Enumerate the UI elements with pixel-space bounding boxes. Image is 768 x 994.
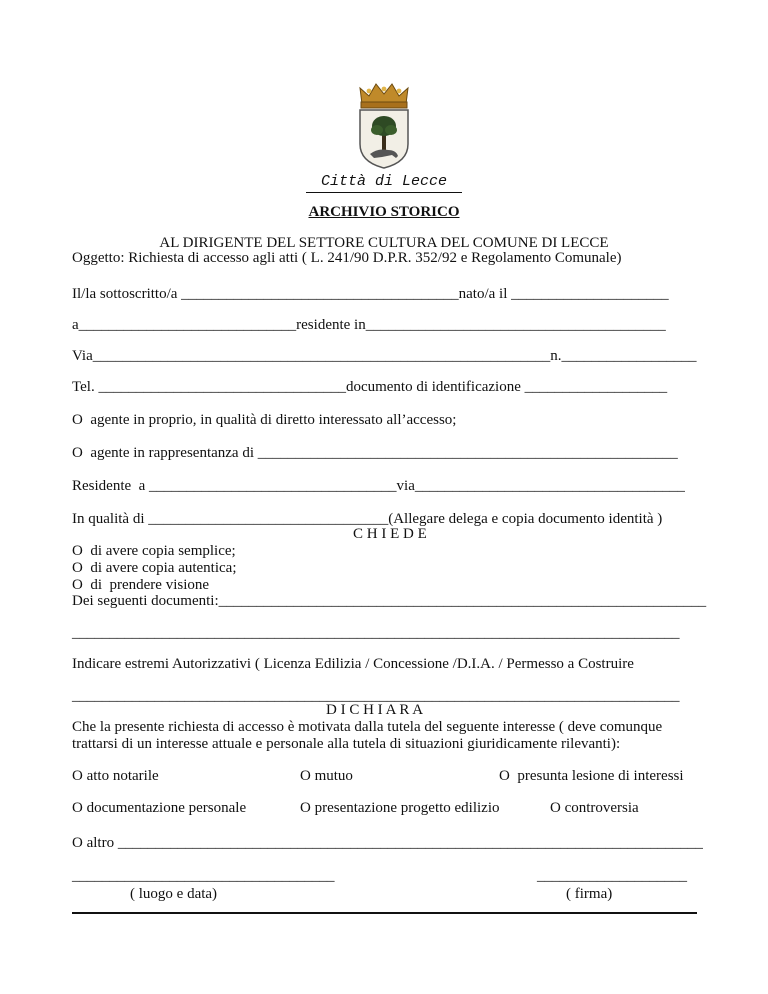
interest-option: O documentazione personale <box>72 800 247 816</box>
documents-line: Dei seguenti documenti:_________________________________________________________________ <box>72 593 707 609</box>
interest-option: O presunta lesione di interessi <box>499 768 684 784</box>
other-interest-line: O altro ______________________________________________________________________________ <box>72 835 703 851</box>
place-date-line: ___________________________________ <box>72 868 335 884</box>
city-underline <box>306 192 462 193</box>
interest-option: O mutuo <box>300 768 353 784</box>
residence-line: Residente a _________________________________via____________________________________ <box>72 478 685 494</box>
signature-label: ( firma) <box>566 886 613 902</box>
option-own-behalf: O agente in proprio, in qualità di diretto interessato all’accesso; <box>72 412 457 428</box>
dichiara-heading: D I C H I A R A <box>326 702 424 718</box>
chiede-option: O di avere copia autentica; <box>72 560 237 576</box>
place-date-label: ( luogo e data) <box>130 886 218 902</box>
interest-option: O presentazione progetto edilizio <box>300 800 500 816</box>
option-representation: O agente in rappresentanza di ________________________________________________________ <box>72 445 678 461</box>
chiede-option: O di prendere visione <box>72 577 210 593</box>
signature-line: ____________________ <box>537 868 687 884</box>
coat-of-arms-logo <box>352 80 416 170</box>
interest-option: O controversia <box>550 800 639 816</box>
capacity-line: In qualità di ________________________________(Allegare delega e copia documento identità ) <box>72 511 663 527</box>
interest-option: O atto notarile <box>72 768 159 784</box>
department-title: ARCHIVIO STORICO <box>308 204 460 220</box>
street-line: Via_____________________________________________________________n.__________________ <box>72 348 697 364</box>
birthplace-line: a_____________________________residente in________________________________________ <box>72 317 666 333</box>
blank-line: _________________________________________________________________________________ <box>72 625 680 641</box>
addressee: AL DIRIGENTE DEL SETTORE CULTURA DEL COMUNE DI LECCE <box>159 235 609 251</box>
dichiara-text: trattarsi di un interesse attuale e personale alla tutela di situazioni giuridicamente rilevanti): <box>72 736 621 752</box>
dichiara-text: Che la presente richiesta di accesso è motivata dalla tutela del seguente interesse ( deve comunque <box>72 719 663 735</box>
subject-line: Oggetto: Richiesta di accesso agli atti ( L. 241/90 D.P.R. 352/92 e Regolamento Comunale) <box>72 250 622 266</box>
chiede-heading: C H I E D E <box>353 526 427 542</box>
phone-line: Tel. _________________________________documento di identificazione ___________________ <box>72 379 668 395</box>
bottom-rule <box>72 912 697 914</box>
blank-line: _________________________________________________________________________________ <box>72 688 680 704</box>
city-name: Città di Lecce <box>320 173 448 190</box>
subscriber-line: Il/la sottoscritto/a _____________________________________nato/a il _____________________ <box>72 286 669 302</box>
authorizations-line: Indicare estremi Autorizzativi ( Licenza Edilizia / Concessione /D.I.A. / Permesso a Costruire <box>72 656 634 672</box>
chiede-option: O di avere copia semplice; <box>72 543 236 559</box>
